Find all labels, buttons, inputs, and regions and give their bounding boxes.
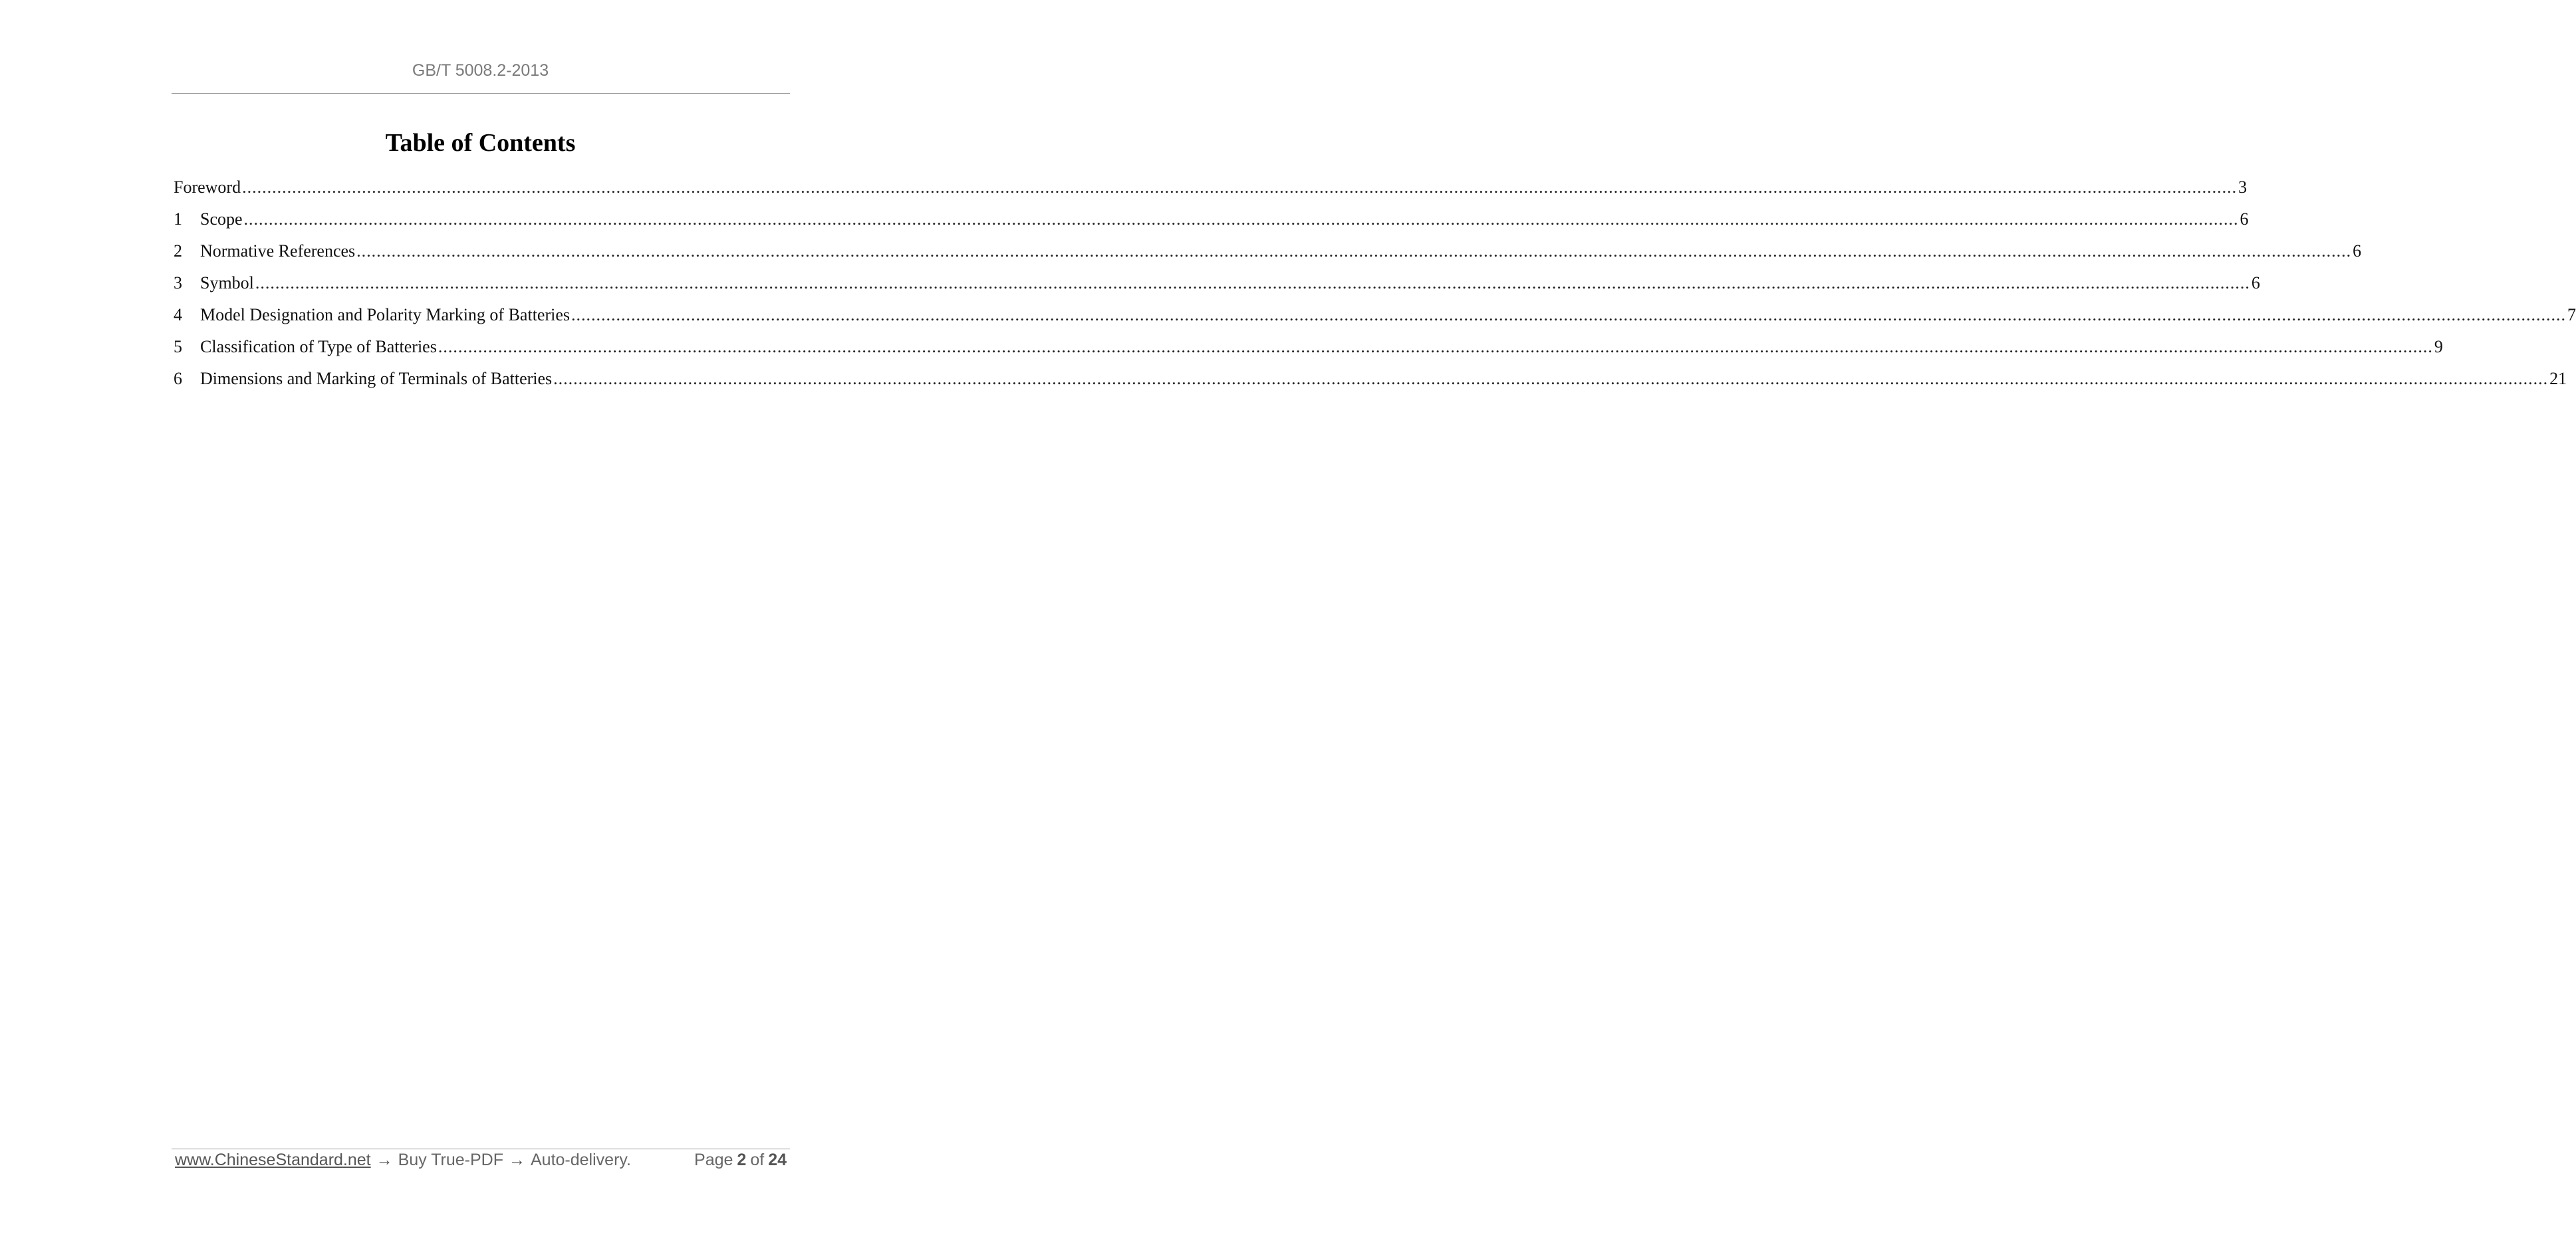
toc-entry-model-designation[interactable]: [174, 302, 2576, 334]
toc-entry-page: 6: [2353, 241, 2362, 261]
site-link[interactable]: www.ChineseStandard.net: [175, 1151, 371, 1169]
toc-entry-foreword[interactable]: [174, 174, 2248, 206]
dot-leader: ................................................................................................................................................................................................................................................................................................................................................................................................................: [438, 337, 2433, 356]
toc-entry-label: Dimensions and Marking of Terminals of Batteries: [200, 369, 553, 388]
toc-entry-page: 6: [2240, 209, 2249, 229]
dot-leader: ................................................................................................................................................................................................................................................................................................................................................................................................................: [243, 209, 2239, 229]
delivery-text: Auto-delivery.: [531, 1151, 631, 1169]
toc-entry-label: Scope: [200, 209, 243, 229]
dot-leader: ................................................................................................................................................................................................................................................................................................................................................................................................................: [255, 273, 2250, 292]
toc-entry-normative-references[interactable]: [174, 238, 2362, 270]
toc-entry-number: 2: [174, 241, 182, 261]
toc-entry-label: Classification of Type of Batteries: [200, 337, 437, 356]
running-header: GB/T 5008.2-2013: [412, 61, 549, 80]
toc-entry-label: Symbol: [200, 273, 254, 292]
page-footer: [175, 1151, 787, 1170]
right-arrow-icon: →: [509, 1151, 525, 1169]
page-word: Page: [694, 1151, 733, 1169]
toc-entry-label: Model Designation and Polarity Marking of Batteries: [200, 305, 571, 324]
header-divider: [172, 93, 790, 94]
dot-leader: ................................................................................................................................................................................................................................................................................................................................................................................................................: [571, 305, 2567, 324]
buy-text: Buy True-PDF: [398, 1151, 503, 1169]
total-pages-number: 24: [768, 1151, 787, 1169]
toc-title: Table of Contents: [385, 129, 576, 157]
toc-entry-page: 7: [2567, 305, 2576, 324]
dot-leader: ................................................................................................................................................................................................................................................................................................................................................................................................................: [242, 177, 2238, 197]
toc-entry-number: 6: [174, 369, 182, 388]
toc-entry-page: 21: [2549, 369, 2567, 388]
toc-entry-label: Foreword: [174, 177, 241, 197]
toc-entry-scope[interactable]: [174, 206, 2249, 238]
toc-entry-page: 3: [2238, 177, 2248, 197]
of-word: of: [750, 1151, 765, 1169]
toc-entry-classification[interactable]: [174, 334, 2443, 366]
current-page-number: 2: [737, 1151, 747, 1169]
page-counter: [690, 1151, 787, 1170]
toc-entry-label: Normative References: [200, 241, 356, 261]
toc-entry-number: 4: [174, 305, 182, 324]
toc-entry-page: 9: [2434, 337, 2443, 356]
dot-leader: ................................................................................................................................................................................................................................................................................................................................................................................................................: [356, 241, 2352, 261]
right-arrow-icon: →: [376, 1151, 393, 1169]
toc-entry-number: 3: [174, 273, 182, 292]
dot-leader: ................................................................................................................................................................................................................................................................................................................................................................................................................: [553, 369, 2549, 388]
toc-entry-page: 6: [2251, 273, 2260, 292]
footer-promo: [175, 1151, 631, 1170]
toc-entry-dimensions[interactable]: [174, 366, 2567, 397]
toc-entry-symbol[interactable]: [174, 270, 2260, 302]
table-of-contents: [174, 174, 2576, 397]
toc-entry-number: 1: [174, 209, 182, 229]
toc-entry-number: 5: [174, 337, 182, 356]
